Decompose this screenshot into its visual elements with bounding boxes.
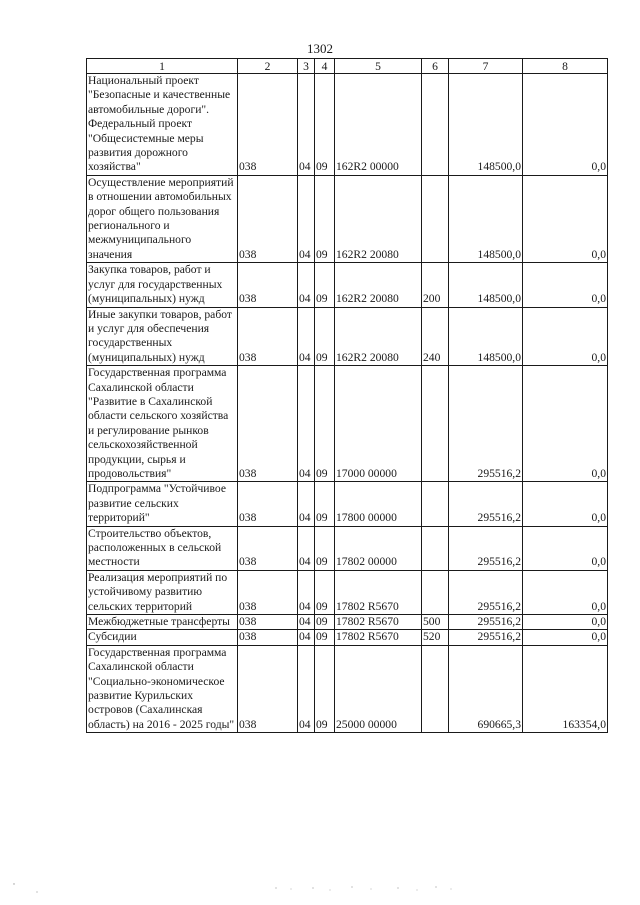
target-article-cell: 17000 00000: [335, 366, 422, 482]
row-name-cell: Государственная программа Сахалинской области "Социально-экономическое развитие Курильских островов (Сахалинская область) на 2016 - 2025 годы": [87, 645, 238, 732]
section-cell: 04: [298, 366, 315, 482]
amount-1-cell: 148500,0: [449, 74, 523, 176]
amount-2-cell: 0,0: [523, 630, 608, 645]
target-article-cell: 162R2 20080: [335, 307, 422, 366]
table-header-row: [87, 59, 608, 74]
scan-noise: [0, 880, 640, 900]
subsection-cell: 09: [315, 630, 335, 645]
subsection-cell: 09: [315, 570, 335, 614]
table-row: [87, 175, 608, 262]
expense-type-cell: [422, 570, 449, 614]
target-article-cell: 25000 00000: [335, 645, 422, 732]
target-article-cell: 162R2 20080: [335, 263, 422, 307]
target-article-cell: 162R2 20080: [335, 175, 422, 262]
expense-type-cell: [422, 526, 449, 570]
ministry-code-cell: 038: [238, 570, 298, 614]
target-article-cell: 17802 R5670: [335, 615, 422, 630]
table-row: [87, 645, 608, 732]
ministry-code-cell: 038: [238, 526, 298, 570]
expense-type-cell: 240: [422, 307, 449, 366]
expense-type-cell: 200: [422, 263, 449, 307]
ministry-code-cell: 038: [238, 482, 298, 526]
row-name-cell: Национальный проект "Безопасные и качественные автомобильные дороги". Федеральный проект "Общесистемные меры развития дорожного хозяйства": [87, 74, 238, 176]
section-cell: 04: [298, 615, 315, 630]
amount-2-cell: 0,0: [523, 307, 608, 366]
row-name-cell: Межбюджетные трансферты: [87, 615, 238, 630]
row-name-cell: Строительство объектов, расположенных в сельской местности: [87, 526, 238, 570]
row-name-cell: Закупка товаров, работ и услуг для государственных (муниципальных) нужд: [87, 263, 238, 307]
ministry-code-cell: 038: [238, 645, 298, 732]
table-row: [87, 74, 608, 176]
amount-1-cell: 295516,2: [449, 630, 523, 645]
row-name-cell: Иные закупки товаров, работ и услуг для обеспечения государственных (муниципальных) нужд: [87, 307, 238, 366]
expense-type-cell: [422, 74, 449, 176]
amount-2-cell: 163354,0: [523, 645, 608, 732]
amount-2-cell: 0,0: [523, 570, 608, 614]
expense-type-cell: 500: [422, 615, 449, 630]
amount-2-cell: 0,0: [523, 263, 608, 307]
row-name-cell: Осуществление мероприятий в отношении автомобильных дорог общего пользования регионального и межмуниципального значения: [87, 175, 238, 262]
expense-type-cell: [422, 366, 449, 482]
header-cell: 1: [87, 59, 238, 74]
table-row: [87, 366, 608, 482]
ministry-code-cell: 038: [238, 74, 298, 176]
header-cell: 7: [449, 59, 523, 74]
header-cell: 3: [298, 59, 315, 74]
amount-2-cell: 0,0: [523, 74, 608, 176]
table-row: [87, 526, 608, 570]
section-cell: 04: [298, 570, 315, 614]
target-article-cell: 17802 R5670: [335, 570, 422, 614]
amount-1-cell: 295516,2: [449, 570, 523, 614]
ministry-code-cell: 038: [238, 615, 298, 630]
table-row: [87, 307, 608, 366]
target-article-cell: 162R2 00000: [335, 74, 422, 176]
section-cell: 04: [298, 175, 315, 262]
page-number: 1302: [307, 41, 333, 56]
amount-2-cell: 0,0: [523, 615, 608, 630]
header-cell: 4: [315, 59, 335, 74]
subsection-cell: 09: [315, 482, 335, 526]
header-cell: 6: [422, 59, 449, 74]
amount-1-cell: 690665,3: [449, 645, 523, 732]
table-row: [87, 482, 608, 526]
table-row: [87, 630, 608, 645]
amount-1-cell: 295516,2: [449, 615, 523, 630]
section-cell: 04: [298, 526, 315, 570]
expense-type-cell: [422, 175, 449, 262]
budget-table: [86, 58, 608, 733]
section-cell: 04: [298, 630, 315, 645]
table-row: [87, 570, 608, 614]
amount-1-cell: 148500,0: [449, 175, 523, 262]
expense-type-cell: 520: [422, 630, 449, 645]
amount-1-cell: 295516,2: [449, 526, 523, 570]
subsection-cell: 09: [315, 645, 335, 732]
table-row: [87, 263, 608, 307]
ministry-code-cell: 038: [238, 630, 298, 645]
row-name-cell: Государственная программа Сахалинской области "Развитие в Сахалинской области сельского хозяйства и регулирование рынков сельскохозяйственной продукции, сырья и продовольствия": [87, 366, 238, 482]
row-name-cell: Подпрограмма "Устойчивое развитие сельских территорий": [87, 482, 238, 526]
ministry-code-cell: 038: [238, 175, 298, 262]
section-cell: 04: [298, 74, 315, 176]
header-cell: 2: [238, 59, 298, 74]
amount-1-cell: 295516,2: [449, 482, 523, 526]
target-article-cell: 17800 00000: [335, 482, 422, 526]
ministry-code-cell: 038: [238, 307, 298, 366]
row-name-cell: Реализация мероприятий по устойчивому развитию сельских территорий: [87, 570, 238, 614]
amount-1-cell: 148500,0: [449, 307, 523, 366]
subsection-cell: 09: [315, 307, 335, 366]
header-cell: 5: [335, 59, 422, 74]
amount-2-cell: 0,0: [523, 175, 608, 262]
subsection-cell: 09: [315, 74, 335, 176]
ministry-code-cell: 038: [238, 366, 298, 482]
section-cell: 04: [298, 482, 315, 526]
amount-2-cell: 0,0: [523, 366, 608, 482]
expense-type-cell: [422, 482, 449, 526]
subsection-cell: 09: [315, 615, 335, 630]
amount-1-cell: 148500,0: [449, 263, 523, 307]
section-cell: 04: [298, 263, 315, 307]
section-cell: 04: [298, 307, 315, 366]
row-name-cell: Субсидии: [87, 630, 238, 645]
section-cell: 04: [298, 645, 315, 732]
subsection-cell: 09: [315, 366, 335, 482]
expense-type-cell: [422, 645, 449, 732]
amount-2-cell: 0,0: [523, 526, 608, 570]
subsection-cell: 09: [315, 175, 335, 262]
ministry-code-cell: 038: [238, 263, 298, 307]
subsection-cell: 09: [315, 263, 335, 307]
amount-2-cell: 0,0: [523, 482, 608, 526]
header-cell: 8: [523, 59, 608, 74]
subsection-cell: 09: [315, 526, 335, 570]
amount-1-cell: 295516,2: [449, 366, 523, 482]
target-article-cell: 17802 R5670: [335, 630, 422, 645]
target-article-cell: 17802 00000: [335, 526, 422, 570]
table-row: [87, 615, 608, 630]
